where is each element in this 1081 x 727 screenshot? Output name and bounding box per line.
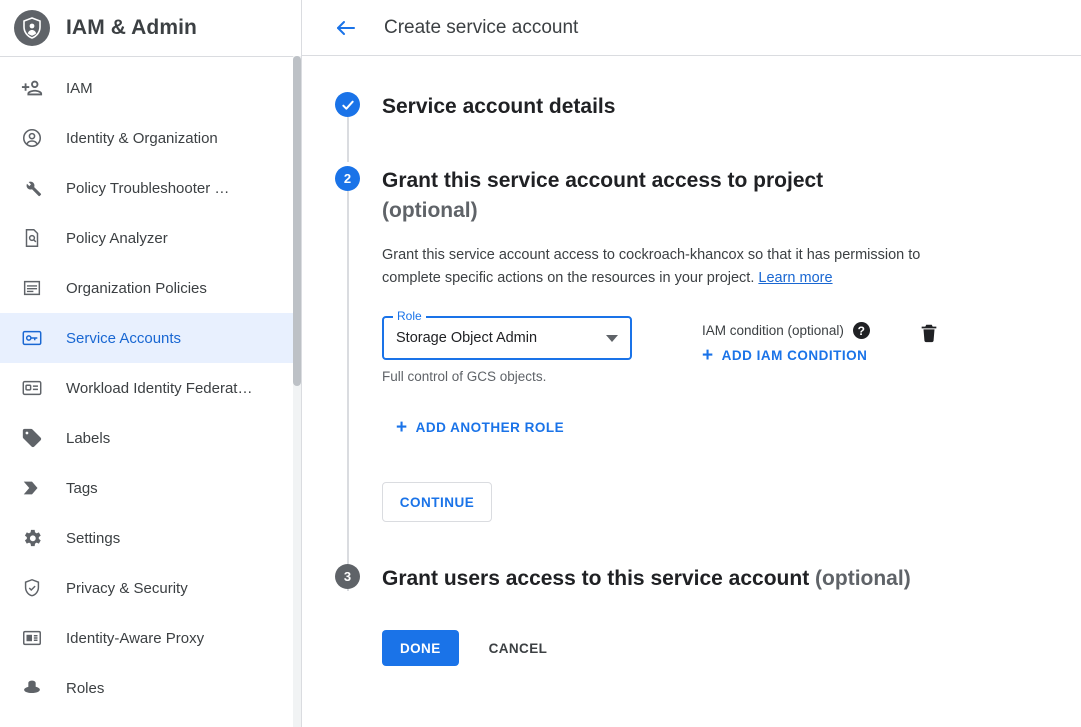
proxy-icon [20, 626, 44, 650]
check-icon [335, 92, 360, 117]
step-2-description-text: Grant this service account access to cockroach-khancox so that it has permission to complete specific actions on the resources in your project. [382, 247, 921, 286]
sidebar-item-label: Identity-Aware Proxy [66, 629, 205, 647]
brand-title: IAM & Admin [66, 16, 197, 39]
add-iam-condition-button[interactable] [702, 346, 867, 365]
sidebar-item-label: Service Accounts [66, 329, 182, 347]
sidebar-item-label: Identity & Organization [66, 129, 218, 147]
page-title: Create service account [384, 16, 579, 38]
gear-icon [20, 526, 44, 550]
sidebar-item-organization-policies[interactable] [0, 263, 301, 313]
sidebar-header [0, 0, 301, 56]
sidebar-item-label: IAM [66, 79, 93, 97]
sidebar-item-label: Organization Policies [66, 279, 207, 297]
add-another-role-button[interactable] [396, 418, 564, 437]
sidebar-item-labels[interactable] [0, 413, 301, 463]
wizard-content [302, 56, 1081, 666]
sidebar-item-label: Privacy & Security [66, 579, 188, 597]
arrow-left-icon[interactable] [334, 16, 358, 40]
shield-check-icon [20, 576, 44, 600]
sidebar-item-workload-identity-federation[interactable] [0, 363, 301, 413]
role-select-wrapper [382, 309, 632, 384]
step-3-title [382, 564, 1041, 594]
learn-more-link[interactable]: Learn more [758, 270, 833, 286]
wizard-step-2 [302, 166, 1081, 522]
sidebar-item-identity-aware-proxy[interactable] [0, 613, 301, 663]
role-row [382, 309, 1041, 384]
sidebar-item-identity-organization[interactable] [0, 113, 301, 163]
sidebar-item-roles[interactable] [0, 663, 301, 713]
shield-person-icon [14, 10, 50, 46]
step-2-title: Grant this service account access to project [382, 169, 824, 192]
footer-actions [302, 630, 1081, 666]
person-add-icon [20, 76, 44, 100]
sidebar-item-policy-troubleshooter[interactable] [0, 163, 301, 213]
role-select-legend: Role [393, 309, 426, 323]
sidebar-item-label: Policy Analyzer [66, 229, 168, 247]
step-2-description [382, 244, 982, 290]
help-icon[interactable]: ? [853, 322, 870, 339]
sidebar-item-iam[interactable] [0, 63, 301, 113]
sidebar [0, 0, 302, 727]
step-3-title-text: Grant users access to this service account [382, 567, 810, 590]
step-1-title: Service account details [382, 95, 616, 118]
list-icon [20, 276, 44, 300]
sidebar-item-label: Labels [66, 429, 111, 447]
document-search-icon [20, 226, 44, 250]
step-3-badge: 3 [335, 564, 360, 589]
step-3-subtitle: (optional) [815, 567, 911, 590]
step-rail [347, 117, 349, 162]
hat-icon [20, 676, 44, 700]
step-2-badge: 2 [335, 166, 360, 191]
sidebar-scrollbar-thumb[interactable] [293, 56, 301, 386]
sidebar-item-settings[interactable] [0, 513, 301, 563]
sidebar-item-label: Settings [66, 529, 121, 547]
continue-row [382, 438, 1041, 522]
chevron-down-icon[interactable] [606, 335, 618, 342]
tag-icon [20, 426, 44, 450]
plus-icon: + [702, 345, 714, 366]
role-select-value: Storage Object Admin [396, 330, 538, 346]
add-another-role-label: ADD ANOTHER ROLE [415, 420, 565, 435]
continue-button[interactable]: CONTINUE [382, 482, 492, 522]
sidebar-item-label: Tags [66, 479, 98, 497]
wizard-step-1 [302, 92, 1081, 122]
cancel-button[interactable]: CANCEL [475, 630, 562, 666]
trash-icon[interactable] [918, 322, 942, 346]
role-helper-text: Full control of GCS objects. [382, 369, 547, 384]
sidebar-item-tags[interactable] [0, 463, 301, 513]
page-header [302, 0, 1081, 56]
step-2-subtitle: (optional) [382, 199, 478, 222]
sidebar-item-label: Workload Identity Federat… [66, 379, 253, 397]
wrench-icon [20, 176, 44, 200]
main-panel [302, 0, 1081, 727]
wizard-step-3 [302, 564, 1081, 594]
sidebar-item-privacy-security[interactable] [0, 563, 301, 613]
iam-condition-label: IAM condition (optional) [702, 323, 844, 338]
sidebar-nav [0, 57, 301, 713]
done-button[interactable]: DONE [382, 630, 459, 666]
iam-condition-label-row [702, 322, 870, 339]
badge-key-icon [20, 326, 44, 350]
plus-icon: + [396, 417, 408, 438]
sidebar-item-label: Policy Troubleshooter … [66, 179, 230, 197]
role-select[interactable] [382, 309, 632, 360]
double-tag-icon [20, 476, 44, 500]
sidebar-item-service-accounts[interactable] [0, 313, 301, 363]
iam-condition-block [702, 316, 870, 366]
add-iam-condition-label: ADD IAM CONDITION [721, 348, 868, 363]
sidebar-item-label: Roles [66, 679, 105, 697]
card-icon [20, 376, 44, 400]
account-circle-icon [20, 126, 44, 150]
sidebar-item-policy-analyzer[interactable] [0, 213, 301, 263]
step-rail [347, 191, 349, 591]
